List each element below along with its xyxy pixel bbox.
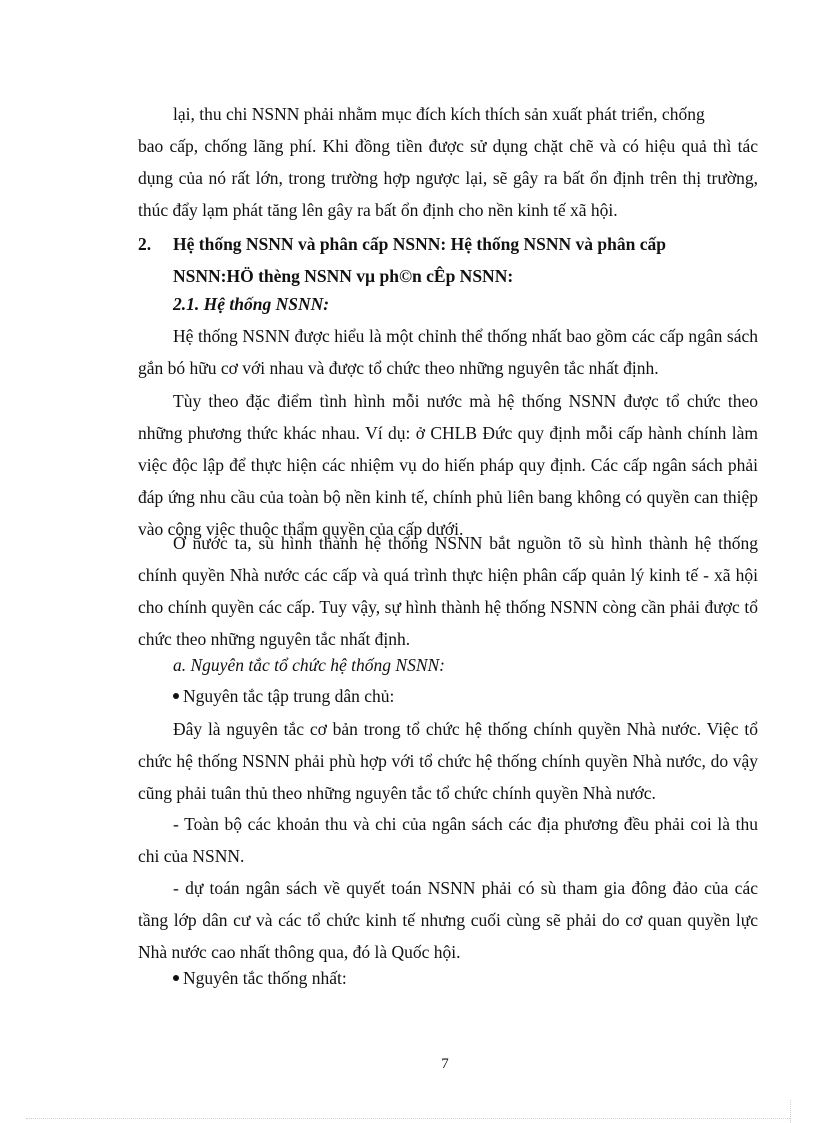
bullet-text: Nguyên tắc tập trung dân chủ: [183,686,395,706]
bullet-item-unity [173,962,758,994]
subsection-title-a: a. Nguyên tắc tổ chức hệ thống NSNN: [173,655,446,675]
section-heading-2 [138,228,758,292]
page-number: 7 [441,1056,449,1072]
paragraph-revenue-expenditure: - Toàn bộ các khoản thu và chi của ngân sách các địa phương đều phải coi là thu chi của NSNN. [138,814,758,866]
subsection-title-2-1: 2.1. Hệ thống NSNN: [173,294,330,314]
page-edge-divider [26,1118,790,1119]
paragraph-budget-estimate: - dự toán ngân sách về quyết toán NSNN phải có sù tham gia đông đảo của các tầng lớp dân cư và các tổ chức kinh tế nhưng cuối cùng sẽ phải do cơ quan quyền lực Nhà nước cao nhất thông qua, đó là Quốc hội. [138,878,758,962]
paragraph-germany-example: Tùy theo đặc điểm tình hình mỗi nước mà hệ thống NSNN được tổ chức theo những phương thức khác nhau. Ví dụ: ở CHLB Đức quy định mỗi cấp hành chính làm việc độc lập để thực hiện các nhiệm vụ do hiến pháp quy định. Các cấp ngân sách phải đáp ứng nhu cầu của toàn bộ nền kinh tế, chính phủ liên bang không có quyền can thiệp vào công việc thuộc thẩm quyền của cấp dưới. [138,391,758,539]
section-heading-line1: Hệ thống NSNN và phân cấp NSNN: Hệ thống NSNN và phân cấp [173,234,667,254]
paragraph-definition: Hệ thống NSNN được hiểu là một chỉnh thể thống nhất bao gồm các cấp ngân sách gắn bó hữu cơ với nhau và được tổ chức theo những nguyên tắc nhất định. [138,326,758,378]
bullet-item-centralized-democracy [173,680,758,712]
page-corner-mark [790,1100,792,1123]
paragraph-continuation: bao cấp, chống lãng phí. Khi đồng tiền được sử dụng chặt chẽ và có hiệu quả thì tác dụng của nó rất lớn, trong trường hợp ngược lại, sẽ gây ra bất ổn định trên thị trường, thúc đẩy lạm phát tăng lên gây ra bất ổn định cho nền kinh tế xã hội. [138,136,758,220]
paragraph-vietnam: Ở nước ta, sù hình thành hệ thống NSNN bắt nguồn tõ sù hình thành hệ thống chính quyền Nhà nước các cấp và quá trình thực hiện phân cấp quản lý kinh tế - xã hội cho chính quyền các cấp. Tuy vậy, sự hình thành hệ thống NSNN còng cần phải được tổ chức theo những nguyên tắc nhất định. [138,533,758,649]
paragraph-continuation-first-line: lại, thu chi NSNN phải nhằm mục đích kích thích sản xuất phát triển, chống [173,104,705,124]
paragraph-basic-principle: Đây là nguyên tắc cơ bản trong tổ chức hệ thống chính quyền Nhà nước. Việc tổ chức hệ thống NSNN phải phù hợp với tổ chức hệ thống chính quyền Nhà nước, do vậy cũng phải tuân thủ theo những nguyên tắc tổ chức chính quyền Nhà nước. [138,719,758,803]
section-heading-line2: NSNN:HÖ thèng NSNN vµ ph©n cÊp NSNN: [173,266,514,286]
bullet-icon [173,693,179,699]
bullet-text: Nguyên tắc thống nhất: [183,968,347,988]
section-number: 2. [138,234,152,254]
bullet-icon [173,975,179,981]
